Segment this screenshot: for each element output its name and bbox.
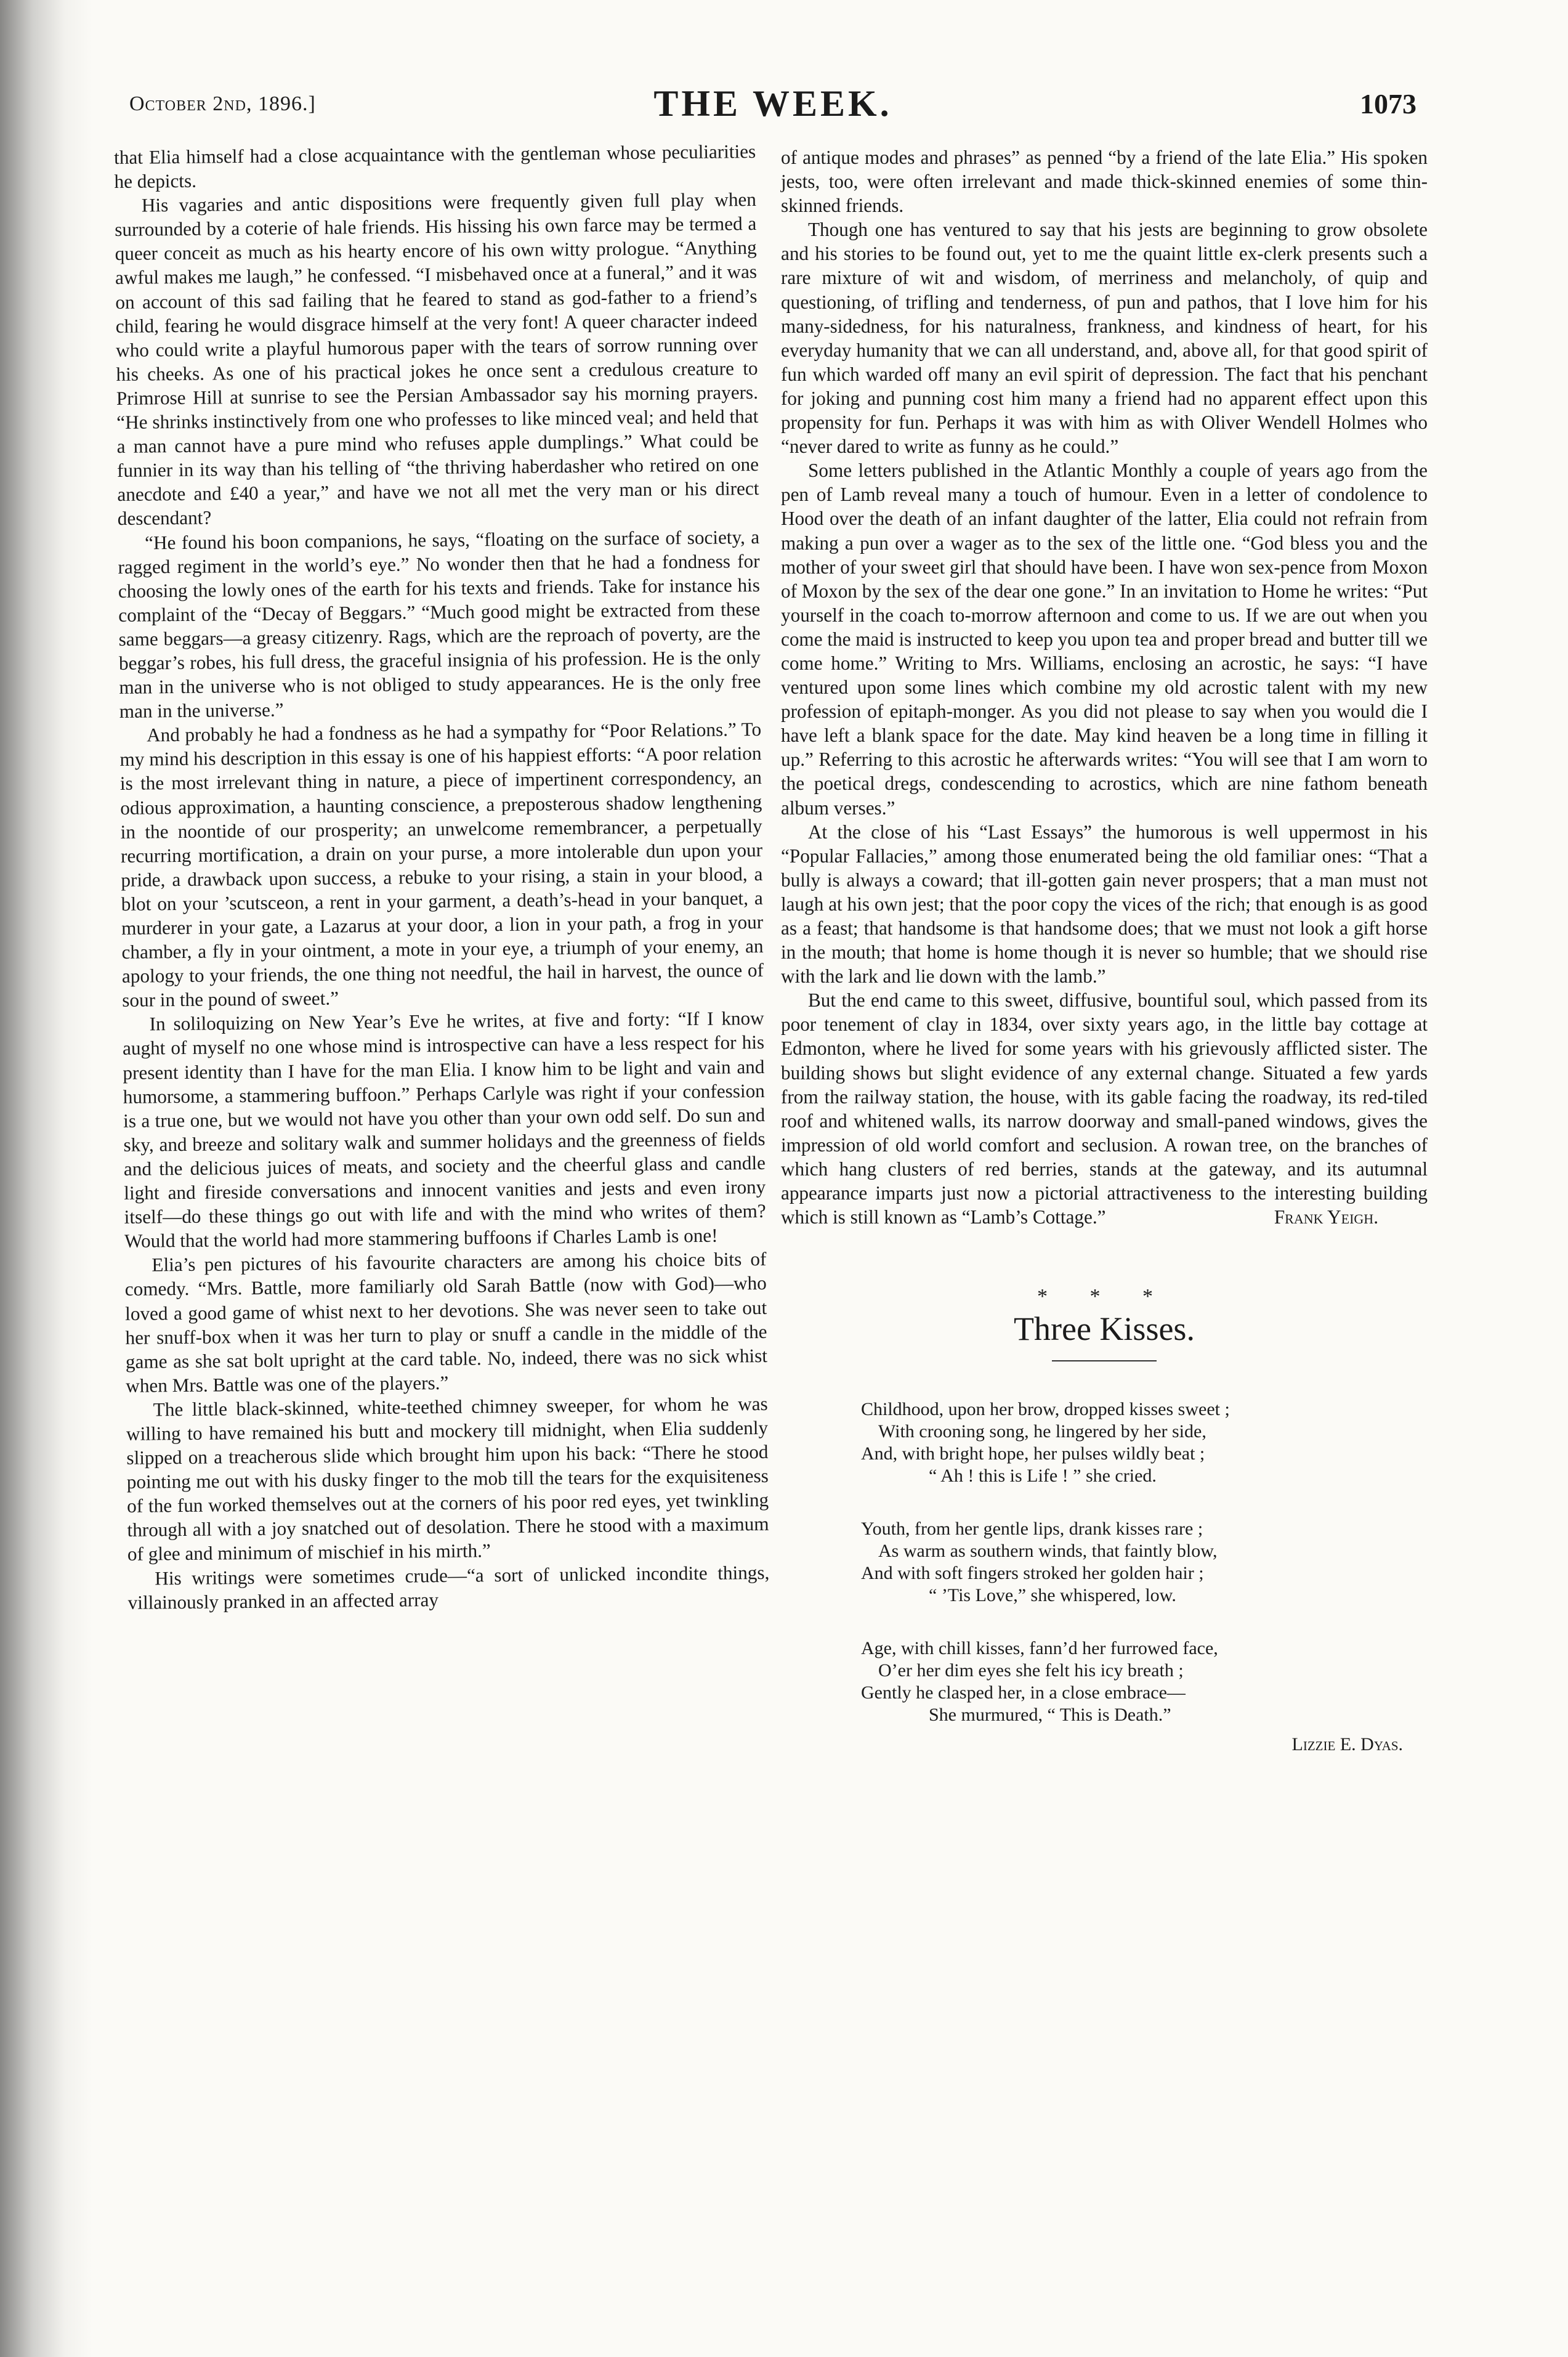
paragraph: that Elia himself had a close acquaintance with the gentleman whose peculiarities he depicts.: [114, 140, 756, 193]
title-rule: [1052, 1360, 1157, 1361]
essay-signature: Frank Yeigh.: [1274, 1206, 1378, 1228]
paragraph: At the close of his “Last Essays” the humorous is well uppermost in his “Popular Fallacies,” among those enumerated being the old familiar ones: “That a bully is always a coward; that ill-gotten gain never prospers; that a man must not laugh at his own jest; that the poor copy the vices of the rich; that enough is as good as a feast; that handsome is that handsome does; that we must not look a gift horse in the mouth; that home is home though it is never so humble; that we should rise with the lark and lie down with the lamb.”: [781, 821, 1428, 988]
poem-stanza: [861, 1518, 1428, 1607]
poem-line: She murmured, “ This is Death.”: [929, 1704, 1171, 1725]
paragraph: But the end came to this sweet, diffusive, bountiful soul, which passed from its poor tenement of clay in 1834, over sixty years ago, in the little bay cottage at Edmonton, where he lived for some years with his grievously afflicted sister. The building shows but slight evidence of any external change. Situated a few yards from the railway station, the house, with its gable facing the roadway, its red-tiled roof and whitened walls, its narrow doorway and small-paned windows, gives the impression of old world comfort and seclusion. A rowan tree, on the branches of which hang clusters of red berries, stands at the gateway, and its autumnal appearance imparts just now a pictorial attractiveness to the interesting building which is still known as “Lamb’s Cottage.”: [781, 989, 1428, 1228]
paragraph: “He found his boon companions, he says, “floating on the surface of society, a ragged regiment in the world’s eye.” No wonder then that he had a fondness for choosing the lowly ones of the earth for his texts and friends. Take for instance his complaint of the “Decay of Beggars.” “Much good might be extracted from these same beggars—a greasy citizenry. Rags, which are the reproach of poverty, are the beggar’s robes, his full dress, the graceful insignia of his profession. He is the only man in the universe who is not obliged to study appearances. He is the only free man in the universe.”: [118, 525, 761, 723]
poem-line: Age, with chill kisses, fann’d her furrowed face,: [861, 1637, 1218, 1658]
paragraph: In soliloquizing on New Year’s Eve he writes, at five and forty: “If I know aught of myself no one whose mind is introspective can have a less respect for his present identity than I have for the man Elia. I know him to be light and vain and humorsome, a stammering buffoon.” Perhaps Carlyle was right if your confession is a true one, but we would not have you other than your own odd self. Do sun and sky, and breeze and solitary walk and summer holidays and the greenness of fields and the delicious juices of meats, and society and the cheerful glass and candle light and fireside conversations and innocent vanities and jests and even irony itself—do these things go out with life and with the mind who writes of them? Would that the world had more stammering buffoons if Charles Lamb is one!: [122, 1007, 766, 1252]
paragraph: of antique modes and phrases” as penned “by a friend of the late Elia.” His spoken jests, too, were often irrelevant and made thick-skinned enemies of some thin-skinned friends.: [781, 147, 1428, 217]
poem-stanza: [861, 1398, 1428, 1487]
poem: [861, 1398, 1428, 1756]
paragraph: Elia’s pen pictures of his favourite characters are among his choice bits of comedy. “Mrs. Battle, more familiarly old Sarah Battle (now with God)—who loved a good game of whist next to her devotions. She was never seen to take out her snuff-box when it was her turn to play or snuff a candle in the middle of the game as she sat bolt upright at the card table. No, indeed, there was no sick whist when Mrs. Battle was one of the players.”: [124, 1248, 768, 1397]
poem-line: O’er her dim eyes she felt his icy breath ;: [878, 1660, 1184, 1681]
scan-shadow-edge: [0, 0, 92, 2357]
poem-line: “ ’Tis Love,” she whispered, low.: [929, 1584, 1176, 1605]
paragraph: His writings were sometimes crude—“a sort of unlicked incondite things, villainously pranked in an affected array: [127, 1561, 770, 1613]
poem-line: “ Ah ! this is Life ! ” she cried.: [929, 1465, 1157, 1486]
poem-author: Lizzie E. Dyas.: [1291, 1734, 1403, 1755]
paragraph: The little black-skinned, white-teethed chimney sweeper, for whom he was willing to have remained his butt and mockery till midnight, when Elia suddenly slipped on a treacherous slide which brought him upon his back: “There he stood pointing me out with his dusky finger to the mob till the tears for the exquisiteness of the fun worked themselves out at the corners of his poor red eyes, yet twinkling through all with a joy snatched out of desolation. There he stood with a maximum of glee and minimum of mischief in his mirth.”: [126, 1392, 769, 1565]
poem-title: Three Kisses.: [1014, 1310, 1195, 1348]
paragraph: And probably he had a fondness as he had a sympathy for “Poor Relations.” To my mind his description in this essay is one of his happiest efforts: “A poor relation is the most irrelevant thing in nature, a piece of impertinent correspondency, an odious approximation, a haunting conscience, a preposterous shadow lengthening in the noontide of our prosperity; an unwelcome remembrancer, a perpetually recurring mortification, a drain on your purse, a more intolerable dun upon your pride, a drawback upon success, a rebuke to your rising, a stain in your blood, a blot on your ’scutsceon, a rent in your garment, a death’s-head in your banquet, a murderer in your gate, a Lazarus at your door, a lion in your path, a frog in your chamber, a fly in your ointment, a mote in your eye, a triumph of your enemy, an apology to your friends, the one thing not needful, the hail in harvest, the ounce of sour in the pound of sweet.”: [119, 718, 764, 1012]
left-column: [114, 139, 770, 1615]
issue-date: October 2nd, 1896.]: [129, 92, 316, 115]
page-number: 1073: [1360, 88, 1416, 120]
paragraph: Though one has ventured to say that his jests are beginning to grow obsolete and his stories to be found out, yet to me the quaint little ex-clerk presents such a rare mixture of wit and wisdom, of merriness and melancholy, of quip and questioning, of trifling and tenderness, of pun and pathos, that I love him for his many-sidedness, for his naturalness, frankness, and kindness of heart, for his everyday humanity that we can all understand, and, above all, for that good spirit of fun which warded off many an evil spirit of depression. The fact that his penchant for joking and punning cost him many a friend had no apparent effect upon this propensity for fun. Perhaps it was with him as with Oliver Wendell Holmes who “never dared to write as funny as he could.”: [781, 219, 1428, 458]
poem-line: As warm as southern winds, that faintly blow,: [878, 1540, 1218, 1561]
section-divider: * * *: [1037, 1285, 1171, 1308]
poem-line: Childhood, upon her brow, dropped kisses sweet ;: [861, 1398, 1230, 1419]
poem-line: Youth, from her gentle lips, drank kisses rare ;: [861, 1518, 1203, 1539]
poem-stanza: [861, 1637, 1428, 1726]
poem-line: Gently he clasped her, in a close embrace—: [861, 1682, 1186, 1703]
right-column: [781, 145, 1428, 1756]
paragraph: Some letters published in the Atlantic Monthly a couple of years ago from the pen of Lamb reveal many a touch of humour. Even in a letter of condolence to Hood over the death of an infant daughter of the latter, Elia could not refrain from making a pun over a wager as to the sex of the little one. “God bless you and the mother of your sweet girl that should have been. I have won sex-pence from Moxon of Moxon by the sex of the dear one gone.” In an invitation to Home he writes: “Put yourself in the coach to-morrow afternoon and come to us. If we are out when you come the maid is instructed to keep you upon tea and proper bread and butter till we come home.” Writing to Mrs. Williams, enclosing an acrostic, he says: “I have ventured upon some lines which combine my old acrostic talent with my new profession of epitaph-monger. As you did not please to say when you would die I have left a blank space for the date. May kind heaven be a long time in filling it up.” Referring to this acrostic he afterwards writes: “You will see that I am worn to the poetical dregs, condescending to acrostics, which are nine fathom beneath album verses.”: [781, 460, 1428, 819]
poem-line: With crooning song, he lingered by her side,: [878, 1421, 1206, 1442]
paragraph: His vagaries and antic dispositions were frequently given full play when surrounded by a coterie of hale friends. His hissing his own farce may be termed a queer conceit as much as his hearty encore of his own witty prologue. “Anything awful makes me laugh,” he confessed. “I misbehaved once at a funeral,” and it was on account of this sad failing that he feared to stand as god-father to a friend’s child, fearing he would disgrace himself at the very font! A queer character indeed who could write a playful humorous paper with the tears of sorrow running over his cheeks. As one of his practical jokes he once sent a credulous creature to Primrose Hill at sunrise to see the Persian Ambassador say his morning prayers. “He shrinks instinctively from one who professes to like minced veal; and held that a man cannot have a pure mind who refuses apple dumplings.” What could be funnier in its way than his telling of “the thriving haberdasher who retired on one anecdote and £40 a year,” and have we not all met the very man or his direct descendant?: [115, 189, 759, 530]
poem-line: And, with bright hope, her pulses wildly beat ;: [861, 1443, 1205, 1464]
poem-line: And with soft fingers stroked her golden hair ;: [861, 1562, 1204, 1583]
page-header: [129, 80, 1416, 136]
journal-title: THE WEEK.: [653, 83, 892, 124]
